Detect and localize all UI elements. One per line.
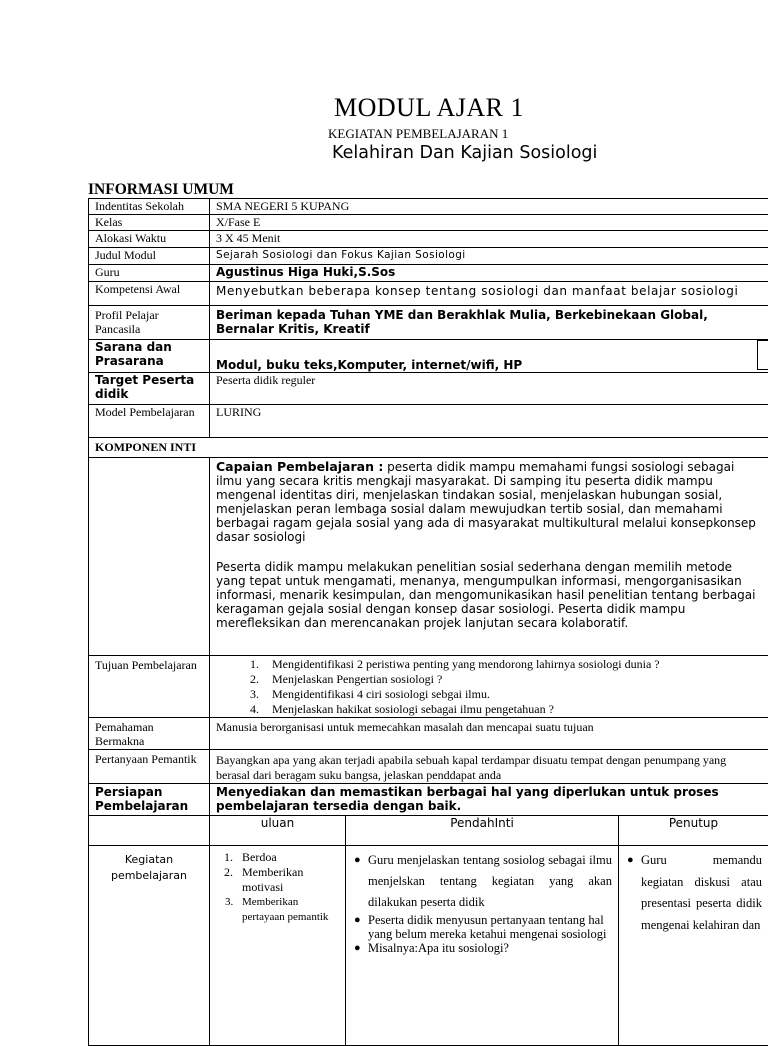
capaian-text-2: Peserta didik mampu melakukan penelitian sosial sederhana dengan memilih metode yang tepat untuk mengamati, menanya, mengumpulkan informasi, mengorganisasikan informasi, menarik kesimpulan, dan mengomunikasikan hasil penelitian tentang berbagai keragaman gejala sosial dengan konsep dasar sosiologi. Peserta didik mampu merefleksikan dan merencanakan projek lanjutan secara kolaboratif. — [216, 560, 762, 630]
row-value: Sejarah Sosiologi dan Fokus Kajian Sosiologi — [210, 248, 768, 265]
bullet-icon: ● — [354, 941, 361, 955]
table-row — [89, 656, 768, 718]
section-heading-komponen-inti: KOMPONEN INTI — [89, 438, 768, 458]
table-row — [89, 458, 768, 656]
penutup-list — [625, 850, 762, 936]
capaian-text-1: peserta didik mampu memahami fungsi sosiologi sebagai ilmu yang secara kritis mengkaji masyarakat. Di samping itu peserta didik mampu mengenal identitas diri, menjelaskan tindakan sosial, menjelaskan hubungan sosial, menjelaskan peran lembaga sosial dalam mewujudkan tertib sosial, dan memahami berbagai ragam gejala sosial yang ada di masyarakat multikultural melalui konsepkonsep dasar sosiologi — [216, 460, 756, 544]
row-value: Manusia berorganisasi untuk memecahkan masalah dan mencapai suatu tujuan — [210, 718, 768, 750]
row-label: Indentitas Sekolah — [89, 199, 210, 215]
list-item: ● Guru menjelaskan tentang sosiolog sebagai ilmu menjelskan tentang kegiatan yang akan dilakukan peserta didik — [368, 850, 612, 913]
table-row — [89, 784, 768, 816]
table-row — [89, 306, 768, 340]
row-value: Menyebutkan beberapa konsep tentang sosiologi dan manfaat belajar sosiologi — [210, 282, 768, 306]
table-row — [89, 405, 768, 438]
row-value: LURING — [210, 405, 768, 438]
list-item: 2. Memberikan motivasi — [236, 865, 339, 895]
empty-cell — [89, 458, 210, 656]
row-label: Pemahaman Bermakna — [89, 718, 210, 750]
list-item: ● Misalnya:Apa itu sosiologi? — [368, 941, 612, 955]
table-row — [89, 340, 768, 373]
list-item: 3. Mengidentifikasi 4 ciri sosiologi sebgai ilmu. — [262, 687, 762, 702]
table-row — [89, 265, 768, 282]
row-label: Pertanyaan Pemantik — [89, 750, 210, 784]
row-value: Peserta didik reguler — [210, 373, 768, 405]
row-label: Persiapan Pembelajaran — [89, 784, 210, 816]
table-row — [89, 816, 768, 846]
table-row — [89, 718, 768, 750]
row-value: 3 X 45 Menit — [210, 231, 768, 248]
list-item: 4. Menjelaskan hakikat sosiologi sebagai ilmu pengetahuan ? — [262, 702, 762, 717]
row-label: Target Peserta didik — [89, 373, 210, 405]
table-row — [89, 248, 768, 265]
table-row — [89, 846, 768, 1046]
row-label: Kompetensi Awal — [89, 282, 210, 306]
penutup-cell — [619, 846, 768, 1046]
column-header: Penutup — [619, 816, 768, 846]
row-value: Bayangkan apa yang akan terjadi apabila sebuah kapal terdampar disuatu tempat dengan penumpang yang berasal dari beragam suku bangsa, jelaskan penddapat anda — [210, 750, 768, 784]
row-label: Tujuan Pembelajaran — [89, 656, 210, 718]
pendahuluan-list — [216, 850, 339, 925]
table-row — [89, 438, 768, 458]
row-value: Agustinus Higa Huki,S.Sos — [210, 265, 768, 282]
row-value: X/Fase E — [210, 215, 768, 231]
table-row — [89, 282, 768, 306]
list-item: ● Peserta didik menyusun pertanyaan tentang hal yang belum mereka ketahui mengenai sosiologi — [368, 913, 612, 941]
table-row — [89, 231, 768, 248]
row-label: Kegiatan pembelajaran — [89, 846, 210, 1046]
module-title: MODUL AJAR 1 — [0, 93, 768, 123]
row-label: Judul Modul — [89, 248, 210, 265]
table-row — [89, 199, 768, 215]
inti-list — [352, 850, 612, 955]
row-value: Menyediakan dan memastikan berbagai hal yang diperlukan untuk proses pembelajaran tersedia dengan baik. — [210, 784, 768, 816]
module-topic: Kelahiran Dan Kajian Sosiologi — [332, 143, 597, 163]
table-row — [89, 750, 768, 784]
table-row — [89, 215, 768, 231]
section-heading-informasi-umum: INFORMASI UMUM — [88, 181, 234, 199]
bullet-icon: ● — [627, 850, 634, 872]
row-value: SMA NEGERI 5 KUPANG — [210, 199, 768, 215]
column-header: PendahInti — [346, 816, 619, 846]
row-label: Model Pembelajaran — [89, 405, 210, 438]
row-label: Kelas — [89, 215, 210, 231]
list-item: 3. Memberikan pertayaan pemantik — [236, 895, 339, 925]
capaian-label: Capaian Pembelajaran : — [216, 459, 383, 474]
list-item: ● Guru memandu kegiatan diskusi atau presentasi peserta didik mengenai kelahiran dan — [641, 850, 762, 936]
capaian-pembelajaran — [210, 458, 768, 656]
row-label: Sarana dan Prasarana — [89, 340, 210, 373]
row-value: Beriman kepada Tuhan YME dan Berakhlak Mulia, Berkebinekaan Global, Bernalar Kritis, Kreatif — [210, 306, 768, 340]
list-item: 1. Mengidentifikasi 2 peristiwa penting yang mendorong lahirnya sosiologi dunia ? — [262, 657, 762, 672]
row-label: Guru — [89, 265, 210, 282]
list-item: 1. Berdoa — [236, 850, 339, 865]
column-header: uluan — [210, 816, 346, 846]
list-item: 2. Menjelaskan Pengertian sosiologi ? — [262, 672, 762, 687]
bullet-icon: ● — [354, 913, 361, 927]
empty-cell — [89, 816, 210, 846]
tujuan-list-cell — [210, 656, 768, 718]
pendahuluan-cell — [210, 846, 346, 1046]
row-value: Modul, buku teks,Komputer, internet/wifi, HP — [210, 340, 768, 373]
row-label: Profil Pelajar Pancasila — [89, 306, 210, 340]
row-label: Alokasi Waktu — [89, 231, 210, 248]
table-row — [89, 373, 768, 405]
inti-cell — [346, 846, 619, 1046]
module-subtitle: KEGIATAN PEMBELAJARAN 1 — [328, 126, 508, 142]
tujuan-list — [216, 657, 762, 717]
bullet-icon: ● — [354, 850, 361, 871]
modul-table — [88, 198, 768, 1046]
